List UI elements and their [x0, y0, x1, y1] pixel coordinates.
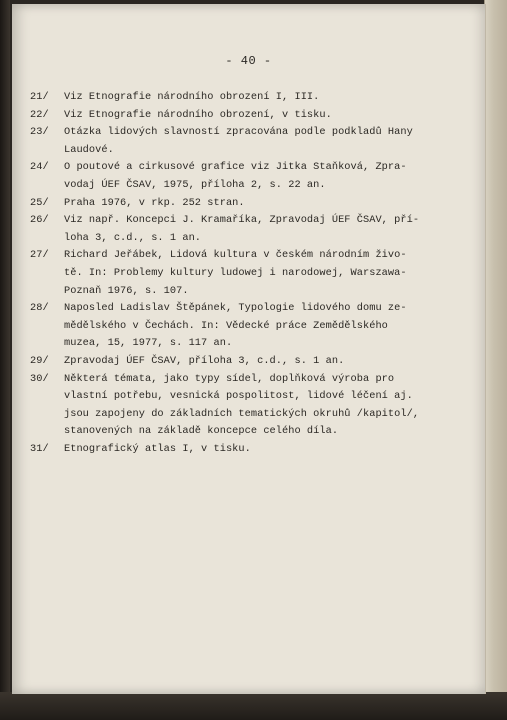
page-stack-edge [484, 0, 507, 720]
footnote-text-line: tě. In: Problemy kultury ludowej i narodowej, Warszawa- [64, 266, 407, 279]
book-bottom-shadow [0, 692, 507, 720]
footnote-number: 28/ [30, 302, 49, 315]
footnote-text-line: Zpravodaj ÚEF ČSAV, příloha 3, c.d., s. 1 an. [64, 354, 345, 367]
footnote-text-line: muzea, 15, 1977, s. 117 an. [64, 337, 233, 350]
footnote-item [30, 371, 475, 441]
footnote-text-line: Praha 1976, v rkp. 252 stran. [64, 196, 245, 209]
footnote-text-line: loha 3, c.d., s. 1 an. [64, 231, 202, 244]
footnote-text-line: Naposled Ladislav Štěpánek, Typologie lidového domu ze- [64, 302, 407, 315]
footnote-number: 31/ [30, 442, 49, 455]
footnote-text-line: Poznaň 1976, s. 107. [64, 284, 189, 297]
footnote-item [30, 353, 475, 371]
footnote-text-line: vodaj ÚEF ČSAV, 1975, příloha 2, s. 22 an. [64, 178, 326, 191]
footnote-item [30, 159, 475, 194]
footnote-text-line: Laudové. [64, 143, 114, 156]
document-page [12, 4, 486, 694]
footnote-text-line: Viz Etnografie národního obrození I, III. [64, 91, 320, 103]
footnote-text-line: Viz Etnografie národního obrození, v tisku. [64, 108, 332, 121]
footnote-item [30, 195, 475, 213]
footnote-item [30, 89, 475, 107]
footnote-text-line: jsou zapojeny do základních tematických okruhů /kapitol/, [64, 407, 420, 420]
footnote-item [30, 247, 475, 300]
footnote-item [30, 107, 475, 125]
footnote-text-line: vlastní potřebu, vesnická pospolitost, lidové léčení aj. [64, 390, 413, 403]
book-spine-edge [0, 0, 10, 720]
footnote-text-line: O poutové a cirkusové grafice viz Jitka Staňková, Zpra- [64, 161, 407, 174]
footnote-text-line: Richard Jeřábek, Lidová kultura v českém národním živo- [64, 249, 407, 262]
footnote-number: 21/ [30, 91, 49, 103]
footnote-item [30, 441, 475, 459]
footnote-text-line: Otázka lidových slavností zpracována podle podkladů Hany [64, 126, 413, 139]
page-number: - 40 - [225, 54, 272, 68]
footnote-number: 22/ [30, 108, 49, 121]
footnote-number: 24/ [30, 161, 49, 174]
footnote-number: 25/ [30, 196, 49, 209]
footnote-text-line: Viz např. Koncepci J. Kramaříka, Zpravodaj ÚEF ČSAV, pří- [64, 214, 420, 227]
footnote-text-line: Některá témata, jako typy sídel, doplňková výroba pro [64, 372, 395, 385]
footnote-item [30, 124, 475, 159]
footnote-text-line: mědělského v Čechách. In: Vědecké práce Zemědělského [64, 319, 388, 332]
footnote-item [30, 212, 475, 247]
footnote-number: 30/ [30, 372, 49, 385]
footnote-list [30, 89, 475, 458]
footnote-number: 27/ [30, 249, 49, 262]
footnote-item [30, 300, 475, 353]
footnote-text-line: Etnografický atlas I, v tisku. [64, 442, 251, 455]
footnote-text-line: stanovených na základě koncepce celého díla. [64, 425, 339, 438]
footnote-number: 26/ [30, 214, 49, 227]
footnote-number: 29/ [30, 354, 49, 367]
footnote-number: 23/ [30, 126, 49, 139]
